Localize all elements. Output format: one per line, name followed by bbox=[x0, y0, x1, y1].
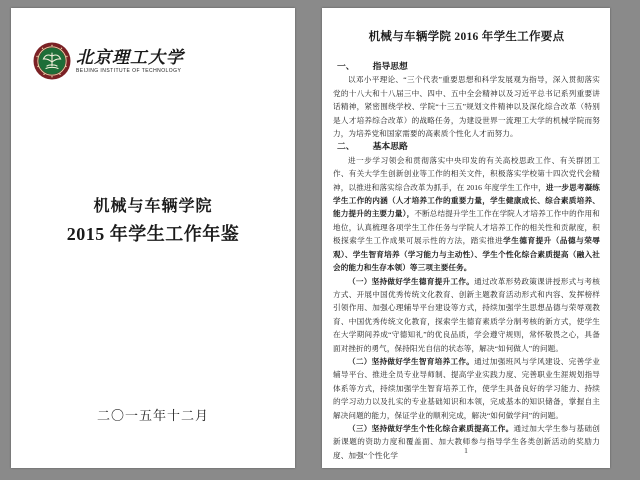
university-logo-text bbox=[76, 48, 184, 74]
section-number: 二、 bbox=[337, 141, 355, 152]
section-heading-text: 基本思路 bbox=[372, 141, 408, 152]
paragraph-segment: 通过改革形势政策课讲授形式与考核方式、开展中国优秀传统文化教育、创新主题教育活动形式和内容、发挥榜样引领作用、加强心理辅导平台建设等方式，持续加强学生思想品德与荣辱观教育、中国优秀传统文化教育，探索学生德育素质学分制考核的新方式，使学生在大学期间养成“守德知礼”的优良品质，学会遵守规则，常怀敬畏之心，具备面对挫折的勇气，保持阳光自信的状态等，解决“如何做人”的问题。 bbox=[333, 276, 600, 353]
paragraph-segment-bold: 进一步思考凝练学生工作的内涵（人才培养工作的重要力量，学生健康成长、综合素质培养、能力提升的主要力量）， bbox=[333, 182, 600, 219]
paragraph-lead-bold: （三）坚持做好学生个性化综合素质提高工作。 bbox=[348, 423, 514, 433]
paragraph-segment: 通过加大学生参与基础创新课题的资助力度和覆盖面、加大教师参与指导学生各类创新活动的奖励力度、加强“个性化学 bbox=[333, 423, 600, 460]
page-cover bbox=[11, 8, 295, 468]
cover-date: 二〇一五年十二月 bbox=[96, 408, 209, 423]
cover-title-line2: 2015 年学生工作年鉴 bbox=[66, 224, 240, 244]
university-name-en: BEIJING INSTITUTE OF TECHNOLOGY bbox=[76, 68, 182, 74]
paragraph-segment: 进一步学习领会和贯彻落实中央印发的有关高校思政工作、有关群团工作、有关大学生创新创业等工作的相关文件，积极落实学校第十四次党代会精神，以推进和落实综合改革为抓手，在 2016 年度学生工作中， bbox=[333, 155, 600, 192]
paragraph-segment: 不断总结提升学生工作在学院人才培养工作中的作用和地位，认真梳理各项学生工作任务与学院人才培养工作的相关性和贡献度，积极探索学生工作成果可展示性的方法，踏实推进 bbox=[333, 209, 600, 246]
paragraph-segment: 通过加强班风与学风建设、完善学业辅导平台、推进全员专业导师制、提高学业实践力度、完善职业生涯规划指导体系等方式，持续加强学生智育培养工作，使学生具备良好的学习能力、持续的学习动力以及扎实的专业基础知识和本领，完成基本的知识储备，掌握自主解决问题的能力，保证学业的顺利完成，解决“如何做学问”的问题。 bbox=[333, 356, 600, 420]
paragraph-item-3 bbox=[333, 422, 600, 462]
section-heading-text: 指导思想 bbox=[372, 61, 408, 71]
paragraph-lead-bold: （一）坚持做好学生德育提升工作。 bbox=[348, 276, 475, 286]
page-content bbox=[322, 8, 610, 468]
paragraph-lead-bold: （二）坚持做好学生智育培养工作。 bbox=[348, 356, 475, 366]
cover-title-line1: 机械与车辆学院 bbox=[93, 198, 213, 215]
paragraph-guiding-ideology: 以邓小平理论、“三个代表”重要思想和科学发展观为指导，深入贯彻落实党的十八大和十八届三中、四中、五中全会精神以及习近平总书记系列重要讲话精神，紧密围绕学校、学院“十三五”规划文件精神以及深化综合改革（特别是人才培养综合改革）的战略任务，为建设世界一流理工大学的机械学院而努力，为培养党和国家需要的高素质个性化人才而努力。 bbox=[333, 75, 600, 139]
paragraph-segment-bold: 学生德育提升（品德与荣辱观）、学生智育培养（学习能力与主动性）、学生个性化综合素质提高（融入社会的能力和生存本领）等三项主要任务。 bbox=[333, 236, 600, 273]
section-heading-1 bbox=[333, 60, 600, 73]
paragraph-basic-approach bbox=[333, 154, 600, 275]
university-logo bbox=[33, 42, 184, 80]
university-name-cn: 北京理工大学 bbox=[76, 48, 184, 67]
page-number: 1 bbox=[464, 446, 468, 455]
university-emblem-icon bbox=[33, 42, 71, 80]
document-title: 机械与车辆学院 2016 年学生工作要点 bbox=[368, 31, 565, 43]
paragraph-item-2 bbox=[333, 355, 600, 422]
paragraph-item-1 bbox=[333, 275, 600, 355]
section-heading-2 bbox=[333, 140, 600, 153]
section-number: 一、 bbox=[337, 61, 355, 71]
